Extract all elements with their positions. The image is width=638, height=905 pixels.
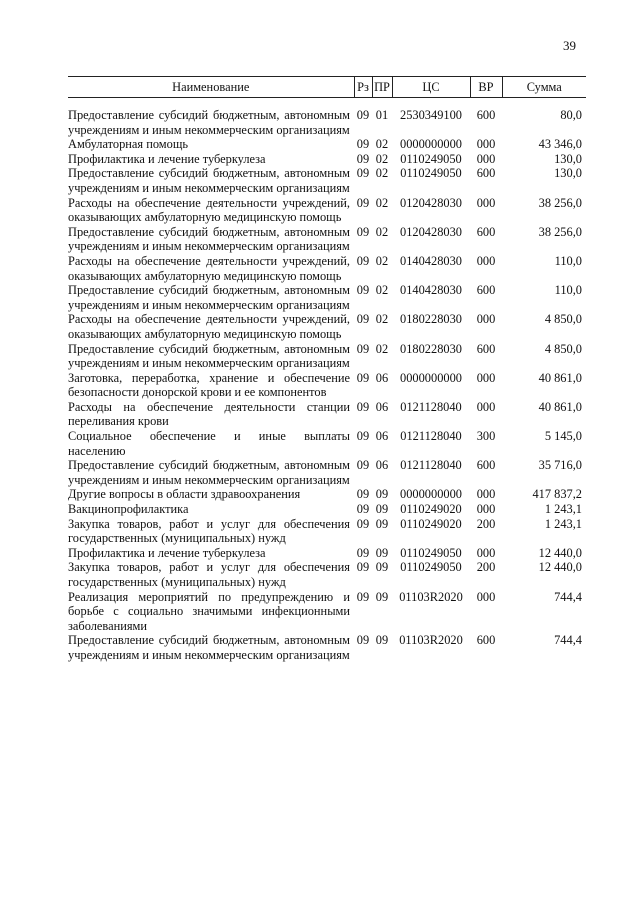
row-rz: 09 xyxy=(356,458,370,473)
row-sum: 4 850,0 xyxy=(544,312,582,327)
row-cs: 0121128040 xyxy=(400,458,462,473)
row-pr: 06 xyxy=(375,458,389,473)
row-cs: 0110249050 xyxy=(400,151,462,166)
row-cs: 0140428030 xyxy=(400,283,462,298)
row-rz: 09 xyxy=(356,487,370,502)
row-name: Профилактика и лечение туберкулеза xyxy=(68,151,266,166)
table-row xyxy=(68,560,586,589)
row-cs: 01103R2020 xyxy=(399,633,463,648)
row-sum: 35 716,0 xyxy=(538,458,582,473)
row-vr: 000 xyxy=(476,399,496,414)
table-header-row xyxy=(68,77,586,98)
row-cs: 0180228030 xyxy=(400,341,462,356)
row-rz: 09 xyxy=(356,560,370,575)
row-sum: 40 861,0 xyxy=(538,370,582,385)
table-row xyxy=(68,590,586,634)
row-sum: 744,4 xyxy=(554,633,582,648)
table-row xyxy=(68,633,586,662)
row-pr: 09 xyxy=(375,589,389,604)
row-cs: 0110249050 xyxy=(400,166,462,181)
row-vr: 000 xyxy=(476,589,496,604)
row-rz: 09 xyxy=(356,151,370,166)
row-cs: 0110249020 xyxy=(400,502,462,517)
row-pr: 02 xyxy=(375,283,389,298)
row-cs: 0000000000 xyxy=(400,370,462,385)
row-cs: 0110249050 xyxy=(400,545,462,560)
row-rz: 09 xyxy=(356,545,370,560)
table-row xyxy=(68,166,586,195)
row-cs: 0121128040 xyxy=(400,429,462,444)
row-vr: 600 xyxy=(476,224,496,239)
row-name: Расходы на обеспечение деятельности станции переливания крови xyxy=(68,399,350,429)
row-name: Расходы на обеспечение деятельности учреждений, оказывающих амбулаторную медицинскую помощь xyxy=(68,253,350,283)
row-pr: 02 xyxy=(375,151,389,166)
row-name: Предоставление субсидий бюджетным, автономным учреждениям и иным некоммерческим организациям xyxy=(68,458,350,487)
row-rz: 09 xyxy=(356,516,370,531)
row-cs: 2530349100 xyxy=(400,108,462,122)
row-name: Расходы на обеспечение деятельности учреждений, оказывающих амбулаторную медицинскую помощь xyxy=(68,312,350,341)
row-rz: 09 xyxy=(356,429,370,444)
table-row xyxy=(68,487,586,502)
table-row xyxy=(68,152,586,167)
row-cs: 0000000000 xyxy=(400,137,462,152)
row-vr: 000 xyxy=(476,312,496,327)
row-vr: 000 xyxy=(476,151,496,166)
header-cs: ЦС xyxy=(392,77,470,98)
row-name: Предоставление субсидий бюджетным, автономным учреждениям и иным некоммерческим организациям xyxy=(68,283,350,312)
table-row xyxy=(68,283,586,312)
row-name: Амбулаторная помощь xyxy=(68,137,189,152)
table-row xyxy=(68,517,586,546)
row-cs: 0110249050 xyxy=(400,560,462,575)
row-rz: 09 xyxy=(356,283,370,298)
row-vr: 000 xyxy=(476,502,496,517)
row-pr: 01 xyxy=(375,108,389,122)
header-sum: Сумма xyxy=(502,77,586,98)
row-pr: 02 xyxy=(375,137,389,152)
row-sum: 40 861,0 xyxy=(538,399,582,414)
row-vr: 600 xyxy=(476,283,496,298)
row-name: Закупка товаров, работ и услуг для обеспечения государственных (муниципальных) нужд xyxy=(68,560,350,589)
row-vr: 600 xyxy=(476,633,496,648)
table-row xyxy=(68,312,586,341)
row-cs: 0110249020 xyxy=(400,516,462,531)
row-pr: 09 xyxy=(375,516,389,531)
row-pr: 09 xyxy=(375,502,389,517)
row-vr: 000 xyxy=(476,253,496,268)
row-vr: 600 xyxy=(476,341,496,356)
row-name: Предоставление субсидий бюджетным, автономным учреждениям и иным некоммерческим организациям xyxy=(68,108,350,137)
row-name: Социальное обеспечение и иные выплаты населению xyxy=(68,429,350,458)
row-rz: 09 xyxy=(356,502,370,517)
budget-table xyxy=(68,76,586,663)
row-sum: 1 243,1 xyxy=(544,516,582,531)
row-vr: 000 xyxy=(476,195,496,210)
row-pr: 09 xyxy=(375,560,389,575)
row-pr: 06 xyxy=(375,370,389,385)
row-rz: 09 xyxy=(356,589,370,604)
row-rz: 09 xyxy=(356,137,370,152)
row-pr: 09 xyxy=(375,545,389,560)
row-name: Другие вопросы в области здравоохранения xyxy=(68,487,301,502)
row-rz: 09 xyxy=(356,166,370,181)
header-vr: ВР xyxy=(470,77,502,98)
row-rz: 09 xyxy=(356,195,370,210)
row-name: Предоставление субсидий бюджетным, автономным учреждениям и иным некоммерческим организациям xyxy=(68,633,350,662)
row-name: Расходы на обеспечение деятельности учреждений, оказывающих амбулаторную медицинскую помощь xyxy=(68,195,350,225)
row-sum: 38 256,0 xyxy=(538,224,582,239)
row-sum: 130,0 xyxy=(554,151,582,166)
row-vr: 600 xyxy=(476,166,496,181)
table-row xyxy=(68,254,586,283)
row-sum: 38 256,0 xyxy=(538,195,582,210)
table-row xyxy=(68,225,586,254)
row-rz: 09 xyxy=(356,224,370,239)
table-body xyxy=(68,98,586,663)
row-vr: 000 xyxy=(476,487,496,502)
row-vr: 000 xyxy=(476,137,496,152)
row-rz: 09 xyxy=(356,370,370,385)
row-sum: 1 243,1 xyxy=(544,502,582,517)
row-sum: 130,0 xyxy=(554,166,582,181)
row-rz: 09 xyxy=(356,312,370,327)
row-rz: 09 xyxy=(356,253,370,268)
row-pr: 06 xyxy=(375,399,389,414)
row-pr: 09 xyxy=(375,633,389,648)
row-rz: 09 xyxy=(356,633,370,648)
table-row xyxy=(68,400,586,429)
row-sum: 110,0 xyxy=(554,253,582,268)
header-name: Наименование xyxy=(68,77,354,98)
table-row xyxy=(68,458,586,487)
table-row xyxy=(68,342,586,371)
row-pr: 02 xyxy=(375,312,389,327)
row-pr: 09 xyxy=(375,487,389,502)
row-pr: 02 xyxy=(375,195,389,210)
table-row xyxy=(68,371,586,400)
row-pr: 02 xyxy=(375,166,389,181)
row-cs: 0121128040 xyxy=(400,399,462,414)
table-row xyxy=(68,137,586,152)
row-rz: 09 xyxy=(356,108,370,122)
row-cs: 0000000000 xyxy=(400,487,462,502)
row-sum: 12 440,0 xyxy=(538,545,582,560)
row-cs: 01103R2020 xyxy=(399,589,463,604)
row-sum: 417 837,2 xyxy=(532,487,582,502)
row-pr: 02 xyxy=(375,253,389,268)
row-vr: 300 xyxy=(476,429,496,444)
row-sum: 4 850,0 xyxy=(544,341,582,356)
row-name: Предоставление субсидий бюджетным, автономным учреждениям и иным некоммерческим организациям xyxy=(68,341,350,371)
row-cs: 0140428030 xyxy=(400,253,462,268)
row-cs: 0120428030 xyxy=(400,224,462,239)
row-rz: 09 xyxy=(356,341,370,356)
table-row xyxy=(68,196,586,225)
row-cs: 0120428030 xyxy=(400,195,462,210)
row-sum: 43 346,0 xyxy=(538,137,582,152)
row-vr: 600 xyxy=(476,458,496,473)
row-name: Закупка товаров, работ и услуг для обеспечения государственных (муниципальных) нужд xyxy=(68,516,350,546)
row-name: Предоставление субсидий бюджетным, автономным учреждениям и иным некоммерческим организациям xyxy=(68,224,350,254)
page-number: 39 xyxy=(563,38,576,53)
row-vr: 000 xyxy=(476,370,496,385)
row-vr: 200 xyxy=(476,560,496,575)
row-sum: 80,0 xyxy=(560,108,582,122)
row-sum: 5 145,0 xyxy=(544,429,582,444)
table-row xyxy=(68,546,586,561)
row-pr: 02 xyxy=(375,224,389,239)
row-rz: 09 xyxy=(356,399,370,414)
row-name: Профилактика и лечение туберкулеза xyxy=(68,545,266,560)
row-vr: 600 xyxy=(476,108,496,122)
table-row xyxy=(68,429,586,458)
row-name: Вакцинопрофилактика xyxy=(68,502,189,517)
row-sum: 110,0 xyxy=(554,283,582,298)
header-pr: ПР xyxy=(372,77,392,98)
row-pr: 02 xyxy=(375,341,389,356)
row-vr: 000 xyxy=(476,545,496,560)
table-row xyxy=(68,502,586,517)
row-name: Предоставление субсидий бюджетным, автономным учреждениям и иным некоммерческим организациям xyxy=(68,166,350,195)
row-name: Реализация мероприятий по предупреждению и борьбе с социально значимыми инфекционными заболеваниями xyxy=(68,589,350,633)
row-cs: 0180228030 xyxy=(400,312,462,327)
row-vr: 200 xyxy=(476,516,496,531)
row-sum: 744,4 xyxy=(554,589,582,604)
table-row xyxy=(68,108,586,137)
header-rz: Рз xyxy=(354,77,372,98)
row-name: Заготовка, переработка, хранение и обеспечение безопасности донорской крови и ее компонентов xyxy=(68,370,350,400)
row-sum: 12 440,0 xyxy=(538,560,582,575)
row-pr: 06 xyxy=(375,429,389,444)
table-spacer xyxy=(68,98,586,109)
